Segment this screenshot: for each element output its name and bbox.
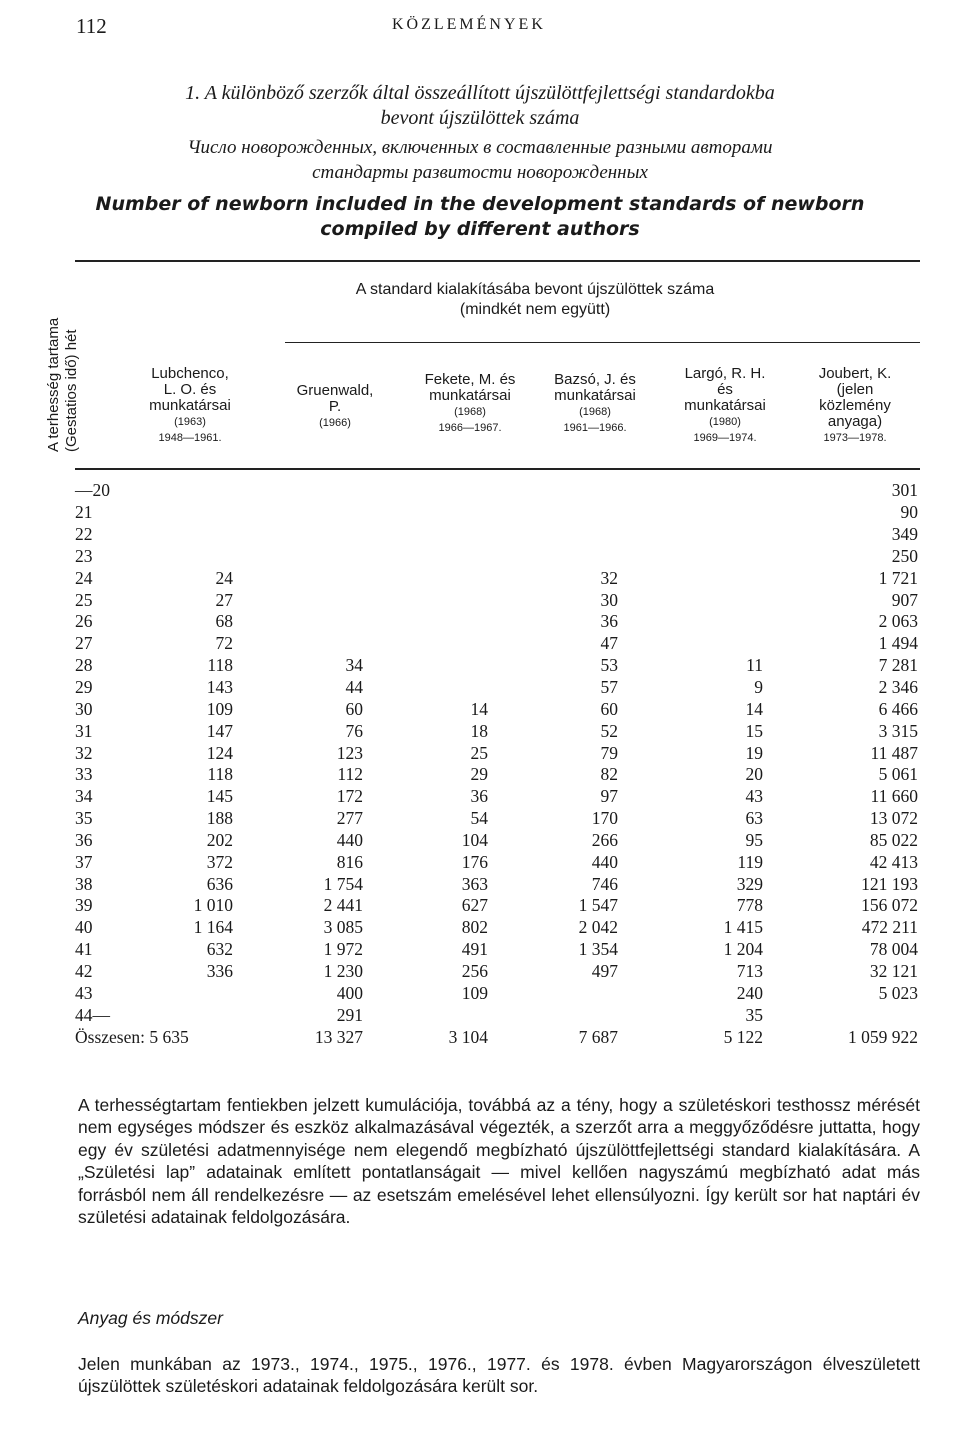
newborn-count-cell: 746 bbox=[591, 873, 618, 894]
column-header-gruenwald bbox=[270, 383, 400, 431]
newborn-count-cell: 188 bbox=[206, 808, 233, 829]
newborn-count-cell: 156 072 bbox=[861, 895, 918, 916]
newborn-count-cell: 291 bbox=[336, 1004, 363, 1025]
total-label-cell: Összesen: 5 635 bbox=[75, 1026, 189, 1047]
newborn-count-cell bbox=[233, 589, 363, 611]
newborn-count-cell bbox=[233, 524, 363, 546]
newborn-count-cell: 36 bbox=[600, 611, 618, 632]
newborn-count-cell: 19 bbox=[745, 742, 763, 763]
newborn-count-cell: 72 bbox=[215, 633, 233, 654]
col-author: Gruenwald, bbox=[296, 382, 374, 399]
total-value-cell: 3 104 bbox=[448, 1026, 488, 1047]
newborn-count-cell: 472 211 bbox=[861, 917, 918, 938]
newborn-count-cell: 172 bbox=[336, 786, 363, 807]
table-row bbox=[75, 939, 918, 961]
newborn-count-cell: 11 660 bbox=[870, 786, 918, 807]
newborn-count-cell: 907 bbox=[891, 589, 918, 610]
newborn-count-cell: 85 022 bbox=[869, 829, 918, 850]
gestation-week-cell: 35 bbox=[75, 808, 93, 829]
newborn-count-cell bbox=[618, 567, 763, 589]
total-row bbox=[75, 1026, 918, 1048]
newborn-count-cell: 13 072 bbox=[869, 808, 918, 829]
newborn-count-cell bbox=[488, 502, 618, 524]
newborn-count-cell bbox=[488, 982, 618, 1004]
col-period: 1973—1978. bbox=[823, 432, 887, 444]
newborn-count-cell: 54 bbox=[470, 808, 488, 829]
newborn-count-cell: 491 bbox=[461, 939, 488, 960]
newborn-count-cell: 35 bbox=[745, 1004, 763, 1025]
gestation-week-cell: 28 bbox=[75, 655, 93, 676]
gestation-week-cell: 32 bbox=[75, 742, 93, 763]
col-author: Largó, R. H. bbox=[684, 365, 766, 382]
table-row bbox=[75, 546, 918, 568]
gestation-week-cell: 31 bbox=[75, 720, 93, 741]
newborn-count-cell bbox=[363, 480, 488, 502]
table-row bbox=[75, 502, 918, 524]
gestation-week-cell: —20 bbox=[75, 480, 110, 501]
newborn-count-cell bbox=[488, 524, 618, 546]
col-year: (1966) bbox=[319, 417, 351, 429]
newborn-count-cell: 42 413 bbox=[869, 851, 918, 872]
newborn-count-cell bbox=[363, 546, 488, 568]
table-spanning-rule bbox=[285, 342, 920, 343]
newborn-count-cell: 109 bbox=[206, 698, 233, 719]
col-period: 1948—1961. bbox=[158, 432, 222, 444]
newborn-count-cell bbox=[488, 480, 618, 502]
newborn-count-cell: 124 bbox=[206, 742, 233, 763]
newborn-count-cell: 1 415 bbox=[723, 917, 763, 938]
gestation-week-cell: 36 bbox=[75, 829, 93, 850]
gestation-week-cell: 22 bbox=[75, 524, 93, 545]
newborn-count-cell: 121 193 bbox=[861, 873, 918, 894]
newborn-count-cell: 11 bbox=[746, 655, 763, 676]
newborn-count-cell: 68 bbox=[215, 611, 233, 632]
table-row bbox=[75, 961, 918, 983]
newborn-count-cell bbox=[618, 524, 763, 546]
col-author: közlemény bbox=[819, 397, 891, 414]
gestation-week-cell: 42 bbox=[75, 960, 93, 981]
gestation-week-cell: 40 bbox=[75, 917, 93, 938]
newborn-count-cell: 250 bbox=[891, 545, 918, 566]
col-period: 1969—1974. bbox=[693, 432, 757, 444]
table-row bbox=[75, 655, 918, 677]
newborn-count-cell: 329 bbox=[736, 873, 763, 894]
newborn-count-cell: 1 010 bbox=[193, 895, 233, 916]
newborn-count-cell bbox=[233, 502, 363, 524]
row-header-label bbox=[45, 318, 81, 452]
newborn-count-cell: 97 bbox=[600, 786, 618, 807]
newborn-count-cell bbox=[618, 480, 763, 502]
newborn-count-cell: 11 487 bbox=[870, 742, 918, 763]
col-year: (1980) bbox=[709, 416, 741, 428]
table-row bbox=[75, 830, 918, 852]
newborn-count-cell: 349 bbox=[891, 524, 918, 545]
newborn-count-cell: 1 972 bbox=[323, 939, 363, 960]
newborn-count-cell: 34 bbox=[345, 655, 363, 676]
newborn-count-cell: 147 bbox=[206, 720, 233, 741]
table-row bbox=[75, 677, 918, 699]
newborn-count-cell: 18 bbox=[470, 720, 488, 741]
newborn-count-cell: 2 346 bbox=[878, 677, 918, 698]
newborn-count-cell: 632 bbox=[206, 939, 233, 960]
newborn-count-cell: 57 bbox=[600, 677, 618, 698]
table-row bbox=[75, 764, 918, 786]
newborn-count-cell: 1 494 bbox=[878, 633, 918, 654]
newborn-count-cell bbox=[233, 567, 363, 589]
newborn-count-cell: 118 bbox=[207, 655, 233, 676]
newborn-count-cell: 60 bbox=[600, 698, 618, 719]
newborn-count-cell bbox=[763, 1004, 918, 1026]
newborn-count-cell: 32 bbox=[600, 567, 618, 588]
col-author: munkatársai bbox=[429, 387, 511, 404]
newborn-count-cell: 104 bbox=[461, 829, 488, 850]
newborn-count-cell: 2 441 bbox=[323, 895, 363, 916]
newborn-count-cell: 3 085 bbox=[323, 917, 363, 938]
col-author: anyaga) bbox=[827, 413, 883, 430]
gestation-week-cell: 37 bbox=[75, 851, 93, 872]
newborn-count-cell bbox=[145, 1004, 233, 1026]
newborn-count-cell: 176 bbox=[461, 851, 488, 872]
newborn-count-cell: 112 bbox=[337, 764, 363, 785]
gestation-week-cell: 39 bbox=[75, 895, 93, 916]
newborn-count-cell bbox=[233, 480, 363, 502]
newborn-count-cell: 32 121 bbox=[869, 960, 918, 981]
newborn-count-cell bbox=[488, 546, 618, 568]
newborn-count-cell: 95 bbox=[745, 829, 763, 850]
newborn-count-cell: 90 bbox=[900, 502, 918, 523]
col-author: munkatársai bbox=[149, 397, 231, 414]
gestation-week-cell: 43 bbox=[75, 982, 93, 1003]
table-header-rule bbox=[75, 468, 920, 470]
running-title: KÖZLEMÉNYEK bbox=[392, 16, 546, 33]
newborn-count-cell: 1 164 bbox=[193, 917, 233, 938]
caption-hu-line1: 1. A különböző szerzők által összeállított újszülöttfejlettségi standardokba bbox=[185, 82, 775, 104]
table-row bbox=[75, 982, 918, 1004]
newborn-count-cell: 5 061 bbox=[878, 764, 918, 785]
table-row bbox=[75, 1004, 918, 1026]
table-row bbox=[75, 917, 918, 939]
newborn-count-cell: 240 bbox=[736, 982, 763, 1003]
table-row bbox=[75, 633, 918, 655]
newborn-count-cell bbox=[233, 611, 363, 633]
gestation-week-cell: 38 bbox=[75, 873, 93, 894]
table-row bbox=[75, 720, 918, 742]
newborn-count-cell: 20 bbox=[745, 764, 763, 785]
column-header-largo bbox=[660, 366, 790, 446]
caption-hu-line2: bevont újszülöttek száma bbox=[380, 107, 580, 129]
newborn-count-cell bbox=[145, 982, 233, 1004]
newborn-count-cell: 14 bbox=[470, 698, 488, 719]
table-row bbox=[75, 786, 918, 808]
newborn-count-cell: 363 bbox=[461, 873, 488, 894]
newborn-count-cell: 9 bbox=[754, 677, 763, 698]
newborn-count-cell: 2 063 bbox=[878, 611, 918, 632]
newborn-count-cell: 1 547 bbox=[578, 895, 618, 916]
newborn-count-cell bbox=[618, 546, 763, 568]
spanning-header-line2: (mindkét nem együtt) bbox=[459, 301, 611, 318]
body-paragraph-2: Jelen munkában az 1973., 1974., 1975., 1976., 1977. és 1978. évben Magyarországon élveszületett újszülöttek születéskori adatainak feldolgozására került sor. bbox=[78, 1354, 920, 1397]
col-author: L. O. és bbox=[163, 381, 217, 398]
newborn-count-cell: 627 bbox=[461, 895, 488, 916]
table-row bbox=[75, 524, 918, 546]
newborn-count-cell: 1 354 bbox=[578, 939, 618, 960]
newborn-count-cell bbox=[618, 502, 763, 524]
newborn-count-cell: 778 bbox=[736, 895, 763, 916]
total-value-cell: 1 059 922 bbox=[848, 1026, 918, 1047]
newborn-count-cell: 440 bbox=[591, 851, 618, 872]
page-number: 112 bbox=[76, 14, 107, 38]
newborn-count-cell: 123 bbox=[336, 742, 363, 763]
caption-en-line2: compiled by different authors bbox=[320, 218, 640, 240]
newborn-count-cell: 636 bbox=[206, 873, 233, 894]
gestation-week-cell: 29 bbox=[75, 677, 93, 698]
col-author: P. bbox=[328, 398, 342, 415]
newborn-count-cell bbox=[145, 502, 233, 524]
newborn-count-cell: 79 bbox=[600, 742, 618, 763]
newborn-count-cell: 7 281 bbox=[878, 655, 918, 676]
newborn-count-cell: 6 466 bbox=[878, 698, 918, 719]
col-author: és bbox=[717, 381, 733, 398]
column-header-lubchenco bbox=[125, 366, 255, 446]
newborn-count-cell: 29 bbox=[470, 764, 488, 785]
gestation-week-cell: 21 bbox=[75, 502, 93, 523]
col-author: Joubert, K. bbox=[818, 365, 892, 382]
section-title: Anyag és módszer bbox=[78, 1308, 223, 1328]
caption-ru-line2: стандарты развитости новорожденных bbox=[312, 162, 648, 183]
table-row bbox=[75, 567, 918, 589]
newborn-standards-table bbox=[75, 480, 918, 1048]
spanning-header-line1: A standard kialakításába bevont újszülöttek száma bbox=[355, 281, 715, 298]
gestation-week-cell: 44— bbox=[75, 1004, 110, 1025]
newborn-count-cell bbox=[233, 633, 363, 655]
newborn-count-cell: 25 bbox=[470, 742, 488, 763]
table-row bbox=[75, 808, 918, 830]
caption-ru-line1: Число новорожденных, включенных в составленные разными авторами bbox=[187, 137, 773, 158]
col-author: (jelen bbox=[836, 381, 874, 398]
col-author: munkatársai bbox=[554, 387, 636, 404]
newborn-count-cell bbox=[363, 567, 488, 589]
column-header-bazso bbox=[530, 372, 660, 436]
newborn-count-cell bbox=[363, 1004, 488, 1026]
newborn-count-cell: 78 004 bbox=[869, 939, 918, 960]
newborn-count-cell bbox=[363, 524, 488, 546]
gestation-week-cell: 41 bbox=[75, 939, 93, 960]
newborn-count-cell: 119 bbox=[737, 851, 763, 872]
newborn-count-cell: 36 bbox=[470, 786, 488, 807]
gestation-week-cell: 33 bbox=[75, 764, 93, 785]
spanning-header bbox=[285, 280, 785, 320]
newborn-count-cell: 372 bbox=[206, 851, 233, 872]
newborn-count-cell bbox=[363, 633, 488, 655]
newborn-count-cell bbox=[363, 611, 488, 633]
newborn-count-cell: 336 bbox=[206, 960, 233, 981]
total-value-cell: 7 687 bbox=[578, 1026, 618, 1047]
table-row bbox=[75, 742, 918, 764]
newborn-count-cell bbox=[363, 677, 488, 699]
body-paragraph-1: A terhességtartam fentiekben jelzett kumulációja, továbbá az a tény, hogy a születéskori testhossz mérését nem egységes módszer és eszköz alkalmazásával végezték, a szerzőt arra a meggyőződésre juttatta, hogy egy év születési adatmennyisége nem elegendő megbízható újszülöttfejlettségi standard kialakítására. A „Születési lap” adatainak említett pontatlanságait — mivel kellően nagyszámú megbízható adat más forrásból nem áll rendelkezésre — az esetszám emelésével lehet ellensúlyozni. Így került sor hat naptári év születési adatainak feldolgozására. bbox=[78, 1095, 920, 1228]
newborn-count-cell bbox=[145, 546, 233, 568]
col-period: 1966—1967. bbox=[438, 422, 502, 434]
newborn-count-cell: 3 315 bbox=[878, 720, 918, 741]
col-author: Bazsó, J. és bbox=[554, 371, 636, 388]
newborn-count-cell bbox=[618, 589, 763, 611]
newborn-count-cell: 52 bbox=[600, 720, 618, 741]
newborn-count-cell: 27 bbox=[215, 589, 233, 610]
table-row bbox=[75, 611, 918, 633]
gestation-week-cell: 26 bbox=[75, 611, 93, 632]
newborn-count-cell bbox=[363, 589, 488, 611]
newborn-count-cell: 713 bbox=[736, 960, 763, 981]
col-year: (1968) bbox=[579, 406, 611, 418]
newborn-count-cell: 47 bbox=[600, 633, 618, 654]
newborn-count-cell: 30 bbox=[600, 589, 618, 610]
newborn-count-cell: 5 023 bbox=[878, 982, 918, 1003]
newborn-count-cell: 816 bbox=[336, 851, 363, 872]
newborn-count-cell bbox=[618, 611, 763, 633]
newborn-count-cell: 1 230 bbox=[323, 960, 363, 981]
newborn-count-cell: 60 bbox=[345, 698, 363, 719]
newborn-count-cell: 170 bbox=[591, 808, 618, 829]
total-value-cell: 5 122 bbox=[723, 1026, 763, 1047]
newborn-count-cell bbox=[363, 502, 488, 524]
newborn-count-cell: 143 bbox=[206, 677, 233, 698]
newborn-count-cell: 256 bbox=[461, 960, 488, 981]
table-row bbox=[75, 589, 918, 611]
newborn-count-cell: 440 bbox=[336, 829, 363, 850]
gestation-week-cell: 34 bbox=[75, 786, 93, 807]
newborn-count-cell: 1 754 bbox=[323, 873, 363, 894]
newborn-count-cell: 44 bbox=[345, 677, 363, 698]
newborn-count-cell bbox=[145, 524, 233, 546]
gestation-week-cell: 30 bbox=[75, 698, 93, 719]
newborn-count-cell: 301 bbox=[891, 480, 918, 501]
newborn-count-cell: 43 bbox=[745, 786, 763, 807]
table-body bbox=[75, 480, 918, 1048]
newborn-count-cell: 14 bbox=[745, 698, 763, 719]
col-year: (1963) bbox=[174, 416, 206, 428]
col-author: Fekete, M. és bbox=[424, 371, 516, 388]
newborn-count-cell: 76 bbox=[345, 720, 363, 741]
newborn-count-cell: 53 bbox=[600, 655, 618, 676]
newborn-count-cell: 63 bbox=[745, 808, 763, 829]
table-row bbox=[75, 480, 918, 502]
newborn-count-cell: 1 204 bbox=[723, 939, 763, 960]
newborn-count-cell bbox=[488, 1004, 618, 1026]
newborn-count-cell: 82 bbox=[600, 764, 618, 785]
newborn-count-cell: 118 bbox=[207, 764, 233, 785]
newborn-count-cell: 202 bbox=[206, 829, 233, 850]
newborn-count-cell: 109 bbox=[461, 982, 488, 1003]
newborn-count-cell: 2 042 bbox=[578, 917, 618, 938]
table-row bbox=[75, 851, 918, 873]
newborn-count-cell bbox=[618, 633, 763, 655]
column-header-fekete bbox=[405, 372, 535, 436]
total-value-cell: 13 327 bbox=[314, 1026, 363, 1047]
newborn-count-cell: 497 bbox=[591, 960, 618, 981]
newborn-count-cell: 15 bbox=[745, 720, 763, 741]
newborn-count-cell: 277 bbox=[336, 808, 363, 829]
col-period: 1961—1966. bbox=[563, 422, 627, 434]
newborn-count-cell bbox=[233, 546, 363, 568]
table-row bbox=[75, 698, 918, 720]
gestation-week-cell: 25 bbox=[75, 589, 93, 610]
gestation-week-cell: 23 bbox=[75, 545, 93, 566]
table-row bbox=[75, 895, 918, 917]
newborn-count-cell: 802 bbox=[461, 917, 488, 938]
table-row bbox=[75, 873, 918, 895]
newborn-count-cell bbox=[145, 480, 233, 502]
gestation-week-cell: 24 bbox=[75, 567, 93, 588]
gestation-week-cell: 27 bbox=[75, 633, 93, 654]
col-author: munkatársai bbox=[684, 397, 766, 414]
newborn-count-cell: 400 bbox=[336, 982, 363, 1003]
caption-en-line1: Number of newborn included in the development standards of newborn bbox=[95, 193, 865, 215]
col-author: Lubchenco, bbox=[151, 365, 229, 382]
newborn-count-cell: 145 bbox=[206, 786, 233, 807]
row-header-label-line2: (Gestatios idő) hét bbox=[63, 329, 80, 452]
newborn-count-cell: 266 bbox=[591, 829, 618, 850]
newborn-count-cell: 1 721 bbox=[878, 567, 918, 588]
table-top-rule bbox=[75, 260, 920, 262]
col-year: (1968) bbox=[454, 406, 486, 418]
column-header-joubert bbox=[790, 366, 920, 446]
newborn-count-cell: 24 bbox=[215, 567, 233, 588]
row-header-label-line1: A terhesség tartama bbox=[45, 317, 62, 452]
newborn-count-cell bbox=[363, 655, 488, 677]
